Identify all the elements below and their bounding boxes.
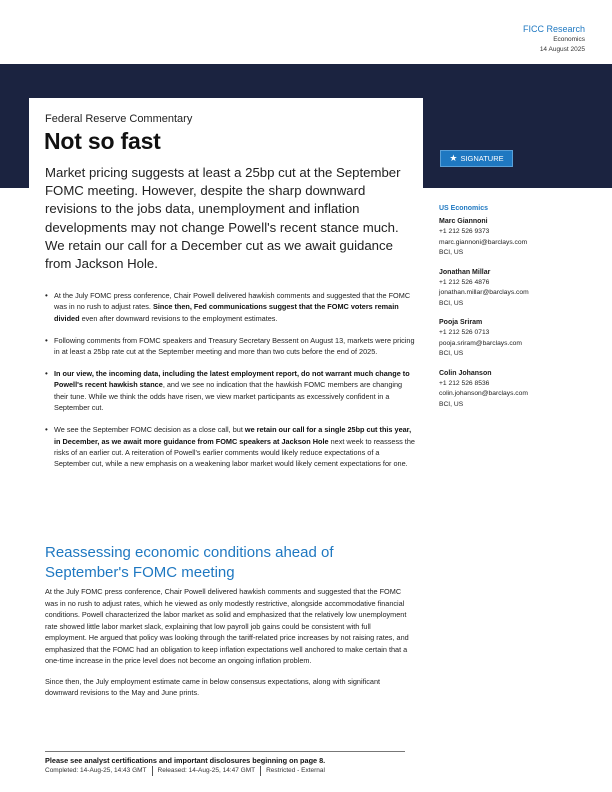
analyst-card [439, 268, 589, 310]
key-point [45, 290, 415, 324]
analyst-phone: +1 212 526 8536 [439, 379, 490, 387]
series-label: Federal Reserve Commentary [45, 113, 193, 125]
key-point [45, 368, 415, 414]
analyst-phone: +1 212 526 4876 [439, 278, 490, 286]
report-date: 14 August 2025 [539, 46, 585, 53]
key-point-text: We see the September FOMC decision as a close call, but [54, 425, 245, 435]
page-footer [45, 751, 405, 776]
key-point-text: , and we see no indication that the hawkish FOMC members are changing their tune. While we think the odds have risen, we view market participants as excessively confident in a September cut. [54, 380, 403, 413]
analyst-entity: BCI, US [439, 400, 464, 408]
analyst-group-title: US Economics [439, 205, 489, 212]
section-heading: Reassessing economic conditions ahead of September's FOMC meeting [45, 544, 334, 581]
key-point-text: even after downward revisions to the employment estimates. [79, 313, 278, 323]
section-body [45, 586, 410, 708]
analyst-phone: +1 212 526 9373 [439, 228, 490, 235]
analyst-email[interactable]: jonathan.millar@barclays.com [439, 289, 529, 296]
analyst-email[interactable]: marc.giannoni@barclays.com [439, 238, 528, 246]
publication-meta [45, 766, 405, 776]
body-paragraph: At the July FOMC press conference, Chair Powell delivered hawkish comments and suggested that the FOMC was in no rush to adjust rates, which he viewed as only modestly restrictive, alongside accommodative financial conditions. Powell characterized the labor market as solid and emphasized that the relatively low unemployment rate showed little labor market slack, explaining that low payroll job gains could be consistent with full employment. He argued that policy was looking through the tariff-related price increases by not raising rates, and emphasized that the FOMC had an obligation to keep inflation expectations well anchored to make certain that a one-time increase in the price level does not become an ongoing inflation problem. [45, 587, 409, 665]
analyst-name: Jonathan Millar [439, 268, 491, 276]
lede-paragraph: Market pricing suggests at least a 25bp cut at the September FOMC meeting. However, despite the sharp downward revisions to the jobs data, unemployment and inflation developments may not change Powell's recent stance much. We retain our call for a December cut as we await guidance from Jackson Hole. [45, 165, 401, 272]
key-point [45, 424, 415, 470]
report-header [523, 23, 585, 55]
released-timestamp: Released: 14-Aug-25, 14:47 GMT [158, 766, 262, 776]
analyst-card [439, 318, 589, 360]
analyst-name: Marc Giannoni [439, 218, 488, 225]
key-points-list [45, 290, 415, 480]
key-point-emphasis: we retain our call for a single 25bp cut this year, in December, as we await more guidance from FOMC speakers at Jackson Hole [54, 425, 412, 446]
disclosure-note: Please see analyst certifications and important disclosures beginning on page 8. [45, 756, 326, 765]
signature-label: SIGNATURE [460, 154, 504, 163]
restriction-label: Restricted - External [266, 767, 325, 774]
brand-label: FICC Research [522, 24, 585, 34]
analyst-name: Pooja Sriram [439, 319, 483, 326]
analyst-card [439, 369, 589, 411]
key-point-text: At the July FOMC press conference, Chair Powell delivered hawkish comments and suggested that the FOMC was in no rush to adjust rates. [54, 291, 411, 312]
analyst-entity: BCI, US [439, 249, 464, 256]
star-icon: ★ [449, 153, 458, 163]
signature-badge[interactable] [440, 150, 513, 167]
key-point [45, 335, 415, 358]
analyst-phone: +1 212 526 0713 [439, 329, 490, 336]
analyst-panel [439, 205, 589, 419]
section-label: Economics [553, 36, 585, 43]
key-point-emphasis: Since then, Fed communications suggest that the FOMC voters remain divided [54, 302, 399, 323]
analyst-entity: BCI, US [439, 350, 464, 357]
page-title: Not so fast [44, 128, 161, 154]
key-point-emphasis: In our view, the incoming data, including the latest employment report, do not warrant much change to Powell's recent hawkish stance [54, 369, 410, 390]
analyst-entity: BCI, US [439, 299, 464, 307]
analyst-email[interactable]: colin.johanson@barclays.com [439, 390, 528, 397]
analyst-name: Colin Johanson [439, 369, 492, 377]
analyst-card [439, 217, 589, 259]
key-point-text: next week to reassess the risks of an earlier cut. A reiteration of Powell's earlier comments would likely reduce expectations of a September cut, while a new emphasis on a weakening labor market would likely cement expectations for one. [54, 436, 415, 469]
body-paragraph: Since then, the July employment estimate came in below consensus expectations, along with significant downward revisions to the May and June prints. [45, 676, 381, 697]
completed-timestamp: Completed: 14-Aug-25, 14:43 GMT [45, 766, 153, 776]
key-point-text: Following comments from FOMC speakers and Treasury Secretary Bessent on August 13, markets were pricing in at least a 25bp rate cut at the September meeting and more than two cuts before the end of 2025. [54, 335, 415, 357]
analyst-email[interactable]: pooja.sriram@barclays.com [439, 339, 522, 347]
